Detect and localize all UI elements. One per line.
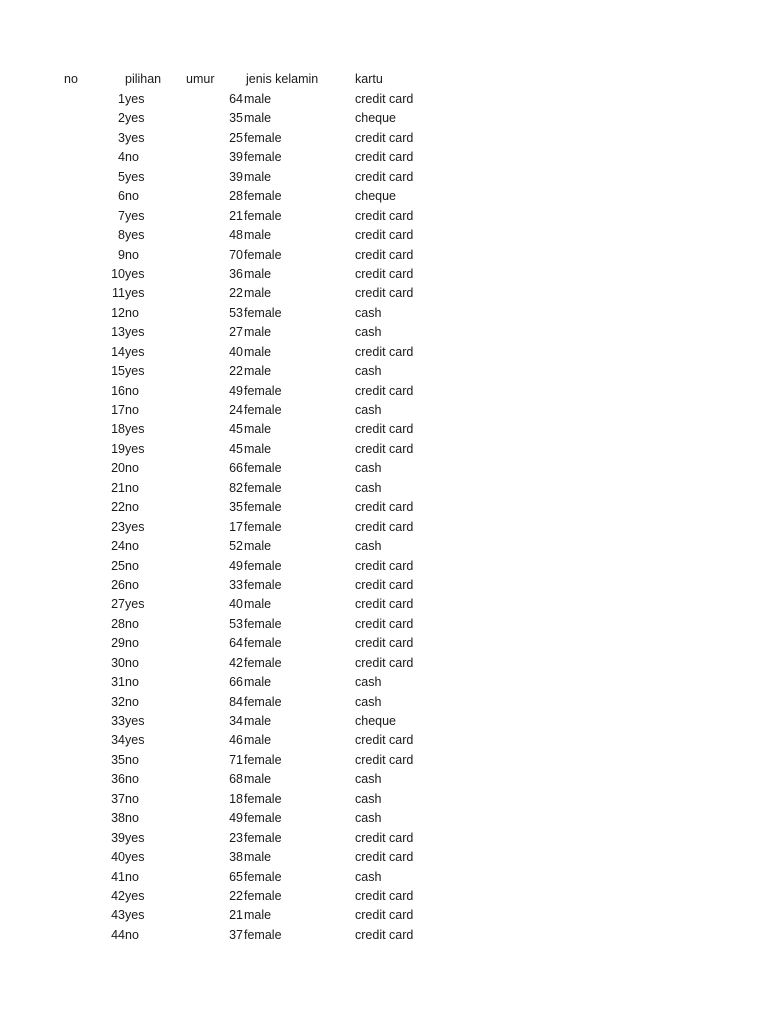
cell-pilihan: no	[125, 636, 139, 651]
table-row	[0, 771, 768, 790]
cell-pilihan: yes	[125, 111, 145, 126]
cell-jenis-kelamin: male	[244, 325, 272, 340]
table-row	[0, 538, 768, 557]
cell-jenis-kelamin: female	[244, 130, 282, 145]
cell-pilihan: no	[125, 772, 139, 787]
cell-pilihan: no	[125, 694, 139, 709]
cell-jenis-kelamin: female	[244, 519, 282, 534]
table-row	[0, 869, 768, 888]
cell-jenis-kelamin: male	[244, 286, 272, 301]
cell-kartu: credit card	[355, 422, 414, 437]
table-row	[0, 344, 768, 363]
table-row	[0, 130, 768, 149]
cell-pilihan: yes	[125, 733, 145, 748]
cell-kartu: credit card	[355, 500, 414, 515]
table-row	[0, 830, 768, 849]
cell-jenis-kelamin: male	[244, 539, 272, 554]
cell-jenis-kelamin: male	[244, 92, 272, 106]
table-row	[0, 635, 768, 654]
cell-umur: 65	[229, 869, 243, 884]
cell-jenis-kelamin: male	[244, 675, 272, 690]
cell-pilihan: yes	[125, 266, 145, 281]
table-row	[0, 694, 768, 713]
cell-no: 35	[111, 752, 125, 767]
table-row	[0, 363, 768, 382]
table-row	[0, 383, 768, 402]
cell-pilihan: yes	[125, 714, 145, 728]
cell-umur: 49	[229, 383, 243, 398]
cell-umur: 40	[229, 344, 243, 359]
cell-kartu: credit card	[355, 733, 414, 748]
cell-no: 43	[111, 908, 125, 923]
cell-no: 41	[111, 869, 125, 884]
cell-kartu: credit card	[355, 655, 414, 670]
cell-jenis-kelamin: female	[244, 558, 282, 573]
cell-jenis-kelamin: female	[244, 480, 282, 495]
cell-no: 11	[112, 286, 125, 301]
cell-umur: 48	[229, 228, 243, 243]
cell-umur: 42	[229, 655, 243, 670]
cell-no: 3	[118, 130, 125, 145]
cell-jenis-kelamin: male	[244, 850, 272, 865]
cell-kartu: cheque	[355, 714, 397, 728]
cell-no: 19	[111, 441, 125, 456]
cell-kartu: credit card	[355, 247, 414, 262]
cell-no: 40	[111, 850, 125, 865]
cell-pilihan: yes	[125, 830, 145, 845]
cell-umur: 22	[229, 888, 243, 903]
cell-pilihan: yes	[125, 422, 145, 437]
cell-kartu: cash	[355, 461, 382, 476]
cell-pilihan: no	[125, 616, 139, 631]
table-row	[0, 616, 768, 635]
cell-no: 6	[118, 189, 125, 204]
cell-no: 42	[111, 888, 125, 903]
cell-umur: 45	[229, 422, 243, 437]
cell-jenis-kelamin: female	[244, 752, 282, 767]
table-row	[0, 285, 768, 304]
cell-no: 37	[111, 791, 125, 806]
cell-pilihan: no	[125, 461, 139, 476]
cell-jenis-kelamin: female	[244, 305, 282, 320]
cell-umur: 84	[229, 694, 243, 709]
cell-jenis-kelamin: male	[244, 169, 272, 184]
cell-kartu: credit card	[355, 228, 414, 243]
header-no: no	[64, 72, 78, 86]
cell-no: 16	[111, 383, 125, 398]
table-row	[0, 91, 768, 110]
cell-pilihan: no	[125, 791, 139, 806]
cell-kartu: credit card	[355, 519, 414, 534]
table-row	[0, 791, 768, 810]
table-row	[0, 907, 768, 926]
table-row	[0, 499, 768, 518]
table-row	[0, 324, 768, 343]
cell-umur: 53	[229, 616, 243, 631]
table-row	[0, 421, 768, 440]
cell-umur: 28	[229, 189, 243, 204]
cell-umur: 38	[229, 850, 243, 865]
cell-umur: 21	[229, 208, 243, 223]
table-row	[0, 577, 768, 596]
cell-kartu: credit card	[355, 266, 414, 281]
table-row	[0, 596, 768, 615]
cell-kartu: credit card	[355, 577, 414, 592]
table-row	[0, 713, 768, 732]
cell-jenis-kelamin: male	[244, 597, 272, 612]
table-body	[0, 91, 768, 946]
table-row	[0, 188, 768, 207]
cell-pilihan: yes	[125, 908, 145, 923]
cell-jenis-kelamin: female	[244, 927, 282, 942]
cell-umur: 49	[229, 811, 243, 826]
cell-pilihan: no	[125, 927, 139, 942]
cell-umur: 39	[229, 169, 243, 184]
cell-jenis-kelamin: female	[244, 811, 282, 826]
cell-kartu: cheque	[355, 189, 397, 204]
cell-umur: 25	[229, 130, 243, 145]
cell-pilihan: no	[125, 247, 139, 262]
cell-jenis-kelamin: female	[244, 577, 282, 592]
cell-kartu: cash	[355, 772, 382, 787]
cell-umur: 71	[229, 752, 243, 767]
cell-kartu: credit card	[355, 150, 414, 165]
cell-umur: 33	[229, 577, 243, 592]
cell-no: 44	[111, 927, 125, 942]
cell-pilihan: yes	[125, 519, 145, 534]
cell-no: 27	[111, 597, 125, 612]
cell-kartu: cash	[355, 694, 382, 709]
cell-no: 38	[111, 811, 125, 826]
cell-no: 7	[118, 208, 125, 223]
cell-pilihan: yes	[125, 888, 145, 903]
cell-pilihan: no	[125, 480, 139, 495]
cell-umur: 39	[229, 150, 243, 165]
cell-jenis-kelamin: female	[244, 616, 282, 631]
cell-pilihan: yes	[125, 169, 145, 184]
cell-jenis-kelamin: female	[244, 655, 282, 670]
table-row	[0, 849, 768, 868]
cell-no: 21	[111, 480, 125, 495]
cell-no: 23	[111, 519, 125, 534]
cell-umur: 68	[229, 772, 243, 787]
cell-umur: 64	[229, 92, 243, 106]
cell-no: 12	[111, 305, 125, 320]
cell-no: 26	[111, 577, 125, 592]
cell-no: 9	[118, 247, 125, 262]
cell-jenis-kelamin: female	[244, 461, 282, 476]
cell-kartu: cash	[355, 305, 382, 320]
table-row	[0, 655, 768, 674]
cell-umur: 22	[229, 286, 243, 301]
cell-pilihan: no	[125, 558, 139, 573]
table-row	[0, 519, 768, 538]
cell-pilihan: no	[125, 869, 139, 884]
cell-no: 1	[118, 92, 125, 106]
cell-no: 34	[111, 733, 125, 748]
table-row	[0, 674, 768, 693]
cell-umur: 37	[229, 927, 243, 942]
cell-pilihan: yes	[125, 441, 145, 456]
cell-pilihan: no	[125, 150, 139, 165]
cell-kartu: cash	[355, 403, 382, 417]
cell-no: 17	[111, 403, 125, 417]
cell-kartu: cash	[355, 325, 382, 340]
table-row	[0, 266, 768, 285]
cell-pilihan: no	[125, 403, 139, 417]
cell-pilihan: yes	[125, 344, 145, 359]
cell-umur: 18	[229, 791, 243, 806]
cell-kartu: cash	[355, 791, 382, 806]
cell-pilihan: no	[125, 752, 139, 767]
cell-pilihan: yes	[125, 597, 145, 612]
cell-jenis-kelamin: female	[244, 791, 282, 806]
table-row	[0, 460, 768, 479]
cell-kartu: credit card	[355, 344, 414, 359]
cell-pilihan: no	[125, 675, 139, 690]
table-row	[0, 149, 768, 168]
cell-jenis-kelamin: male	[244, 422, 272, 437]
cell-umur: 23	[229, 830, 243, 845]
cell-no: 33	[111, 714, 125, 728]
cell-jenis-kelamin: male	[244, 772, 272, 787]
cell-umur: 70	[229, 247, 243, 262]
header-kartu: kartu	[355, 72, 383, 86]
cell-umur: 35	[229, 111, 243, 126]
cell-no: 28	[111, 616, 125, 631]
table-row	[0, 480, 768, 499]
cell-kartu: credit card	[355, 92, 414, 106]
table-row	[0, 927, 768, 946]
cell-pilihan: yes	[125, 364, 145, 379]
cell-pilihan: yes	[125, 228, 145, 243]
cell-pilihan: no	[125, 539, 139, 554]
table-row	[0, 441, 768, 460]
cell-pilihan: no	[125, 577, 139, 592]
table-row	[0, 110, 768, 129]
cell-jenis-kelamin: female	[244, 830, 282, 845]
cell-pilihan: yes	[125, 92, 145, 106]
cell-umur: 24	[229, 403, 243, 417]
table-row	[0, 732, 768, 751]
cell-jenis-kelamin: male	[244, 733, 272, 748]
cell-pilihan: no	[125, 811, 139, 826]
cell-no: 13	[111, 325, 125, 340]
cell-pilihan: no	[125, 655, 139, 670]
cell-pilihan: yes	[125, 130, 145, 145]
cell-jenis-kelamin: female	[244, 694, 282, 709]
cell-pilihan: yes	[125, 850, 145, 865]
cell-kartu: credit card	[355, 636, 414, 651]
cell-umur: 66	[229, 675, 243, 690]
cell-no: 39	[111, 830, 125, 845]
table-row	[0, 558, 768, 577]
cell-umur: 34	[229, 714, 243, 728]
cell-jenis-kelamin: female	[244, 403, 282, 417]
cell-no: 10	[111, 266, 125, 281]
cell-no: 14	[111, 344, 125, 359]
cell-umur: 46	[229, 733, 243, 748]
cell-jenis-kelamin: female	[244, 888, 282, 903]
cell-kartu: credit card	[355, 169, 414, 184]
table-row	[0, 810, 768, 829]
cell-pilihan: yes	[125, 325, 145, 340]
cell-jenis-kelamin: female	[244, 189, 282, 204]
cell-kartu: credit card	[355, 441, 414, 456]
cell-kartu: cash	[355, 811, 382, 826]
cell-no: 32	[111, 694, 125, 709]
cell-umur: 52	[229, 539, 243, 554]
cell-no: 5	[118, 169, 125, 184]
cell-kartu: credit card	[355, 616, 414, 631]
table-row	[0, 247, 768, 266]
cell-kartu: cash	[355, 539, 382, 554]
cell-kartu: credit card	[355, 383, 414, 398]
cell-jenis-kelamin: male	[244, 714, 272, 728]
cell-jenis-kelamin: female	[244, 208, 282, 223]
cell-umur: 64	[229, 636, 243, 651]
cell-jenis-kelamin: male	[244, 266, 272, 281]
cell-jenis-kelamin: male	[244, 908, 272, 923]
table-row	[0, 752, 768, 771]
cell-kartu: cash	[355, 869, 382, 884]
table-row	[0, 227, 768, 246]
cell-no: 31	[111, 675, 125, 690]
cell-kartu: credit card	[355, 850, 414, 865]
cell-umur: 45	[229, 441, 243, 456]
cell-jenis-kelamin: male	[244, 441, 272, 456]
cell-jenis-kelamin: female	[244, 500, 282, 515]
cell-kartu: cash	[355, 364, 382, 379]
cell-kartu: credit card	[355, 752, 414, 767]
cell-no: 24	[111, 539, 125, 554]
cell-no: 22	[111, 500, 125, 515]
cell-pilihan: yes	[125, 286, 145, 301]
cell-umur: 40	[229, 597, 243, 612]
cell-kartu: cash	[355, 675, 382, 690]
cell-umur: 82	[229, 480, 243, 495]
cell-jenis-kelamin: male	[244, 364, 272, 379]
cell-kartu: cash	[355, 480, 382, 495]
cell-kartu: credit card	[355, 597, 414, 612]
cell-jenis-kelamin: male	[244, 228, 272, 243]
cell-no: 15	[111, 364, 125, 379]
cell-umur: 27	[229, 325, 243, 340]
cell-jenis-kelamin: female	[244, 636, 282, 651]
cell-jenis-kelamin: male	[244, 344, 272, 359]
table-row	[0, 888, 768, 907]
cell-umur: 22	[229, 364, 243, 379]
cell-kartu: credit card	[355, 208, 414, 223]
cell-no: 25	[111, 558, 125, 573]
cell-pilihan: no	[125, 305, 139, 320]
cell-kartu: credit card	[355, 130, 414, 145]
header-jenis-kelamin: jenis kelamin	[246, 72, 319, 86]
cell-kartu: credit card	[355, 927, 414, 942]
cell-no: 18	[111, 422, 125, 437]
cell-jenis-kelamin: male	[244, 111, 272, 126]
cell-no: 36	[111, 772, 125, 787]
table-row	[0, 305, 768, 324]
cell-jenis-kelamin: female	[244, 383, 282, 398]
cell-pilihan: no	[125, 383, 139, 398]
cell-pilihan: no	[125, 189, 139, 204]
cell-umur: 53	[229, 305, 243, 320]
table-row	[0, 169, 768, 188]
cell-umur: 35	[229, 500, 243, 515]
cell-jenis-kelamin: female	[244, 869, 282, 884]
cell-kartu: credit card	[355, 558, 414, 573]
header-umur: umur	[186, 72, 215, 86]
cell-jenis-kelamin: female	[244, 150, 282, 165]
cell-jenis-kelamin: female	[244, 247, 282, 262]
cell-umur: 21	[229, 908, 243, 923]
cell-umur: 36	[229, 266, 243, 281]
cell-kartu: cheque	[355, 111, 397, 126]
cell-no: 29	[111, 636, 125, 651]
cell-no: 4	[118, 150, 125, 165]
cell-no: 20	[111, 461, 125, 476]
cell-kartu: credit card	[355, 830, 414, 845]
cell-pilihan: yes	[125, 208, 145, 223]
table-row	[0, 208, 768, 227]
cell-no: 8	[118, 228, 125, 243]
cell-umur: 66	[229, 461, 243, 476]
cell-umur: 49	[229, 558, 243, 573]
cell-no: 2	[118, 111, 125, 126]
cell-kartu: credit card	[355, 908, 414, 923]
cell-umur: 17	[229, 519, 243, 534]
table-row	[0, 402, 768, 421]
header-pilihan: pilihan	[125, 72, 162, 86]
cell-pilihan: no	[125, 500, 139, 515]
cell-kartu: credit card	[355, 286, 414, 301]
cell-kartu: credit card	[355, 888, 414, 903]
cell-no: 30	[111, 655, 125, 670]
